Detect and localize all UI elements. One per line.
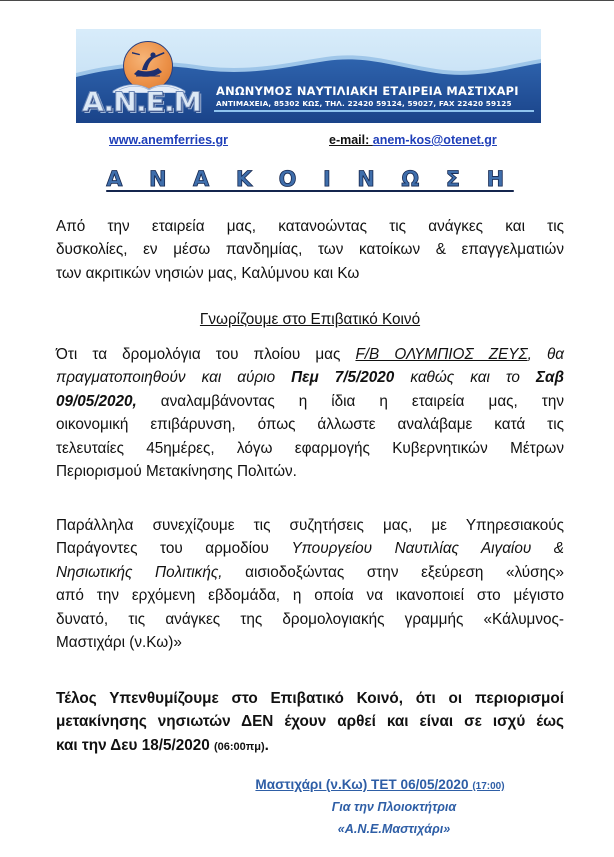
intro-line: των ακριτικών νησιών μας, Καλύμνου και Κω [56, 264, 360, 282]
email-line [329, 133, 497, 147]
ship-name: F/B ΟΛΥΜΠΙΟΣ ΖΕΥΣ [355, 346, 528, 363]
announcement-title: Α Ν Α Κ Ο Ι Ν Ω Σ Η [106, 167, 514, 191]
final-line: Τέλος Υπενθυμίζουμε στο Επιβατικό Κοινό, ότι οι περιορισμοί [56, 690, 564, 707]
routes-paragraph [56, 343, 564, 483]
talks-line: δυνατό, τις ανάγκες της δρομολογιακής γραμμής «Κάλυμνος- [56, 610, 564, 628]
routes-text: , θα [527, 346, 564, 363]
routes-text: Ότι τα δρομολόγια του πλοίου μας [56, 346, 356, 363]
signature-company: «Α.Ν.Ε.Μαστιχάρι» [337, 822, 451, 836]
final-text: και την Δευ 18/5/2020 [56, 736, 214, 754]
page-top-border [0, 0, 614, 1]
company-underline-divider [214, 110, 534, 112]
company-address: ΑΝΤΙΜΑΧΕΙΑ, 85302 ΚΩΣ, ΤΗΛ. 22420 59124, 59027, FAX 22420 59125 [216, 99, 512, 108]
routes-text: αναλαμβάνοντας η ίδια η εταιρεία μας, την [136, 392, 564, 410]
routes-text: καθώς και το [394, 369, 536, 387]
ministry-name: Νησιωτικής Πολιτικής, [56, 563, 223, 581]
talks-text: αισιοδοξώντας στην εξεύρεση «λύσης» [222, 563, 564, 581]
section-heading [56, 308, 564, 331]
routes-text: πραγματοποιηθούν και αύριο [56, 369, 292, 387]
final-text: . [264, 736, 269, 754]
signature-role: Για την Πλοιοκτήτρια [331, 800, 457, 814]
intro-paragraph [56, 215, 564, 285]
intro-line: δυσκολίες, εν μέσω πανδημίας, των κατοίκων & επαγγελματιών [56, 241, 564, 259]
email-link[interactable]: anem-kos@otenet.gr [372, 133, 497, 147]
talks-line [56, 561, 564, 584]
ministry-name: Υπουργείου Ναυτιλίας Αιγαίου & [291, 540, 564, 558]
routes-line [56, 343, 564, 366]
routes-line: τελευταίες 45ημέρες, λόγω εφαρμογής Κυβερνητικών Μέτρων [56, 439, 564, 457]
intro-line: Από την εταιρεία μας, κατανοώντας τις ανάγκες και τις [56, 218, 564, 235]
final-paragraph [56, 687, 564, 759]
final-time: (06:00πμ) [214, 740, 265, 753]
company-name: ΑΝΩΝΥΜΟΣ ΝΑΥΤΙΛΙΑΚΗ ΕΤΑΙΡΕΙΑ ΜΑΣΤΙΧΑΡΙ [216, 84, 519, 98]
talks-line: Παράλληλα συνεχίζουμε τις συζητήσεις μας, με Υπηρεσιακούς [56, 517, 564, 534]
signature-place-date [220, 777, 540, 792]
date-saturday: 09/05/2020, [56, 392, 137, 410]
routes-line [56, 390, 564, 413]
routes-line [56, 366, 564, 389]
date-thursday: Πεμ 7/5/2020 [291, 369, 395, 387]
talks-text: Παράγοντες του αρμοδίου [56, 540, 292, 558]
final-line [56, 734, 564, 759]
date-saturday-day: Σαβ [535, 369, 564, 387]
email-label: e-mail: [329, 133, 373, 147]
company-banner [76, 29, 541, 123]
routes-line: Περιορισμού Μετακίνησης Πολιτών. [56, 463, 297, 481]
section-heading-text: Γνωρίζουμε στο Επιβατικό Κοινό [199, 311, 421, 328]
talks-paragraph [56, 514, 564, 654]
talks-line: από την ερχόμενη εβδομάδα, η οποία να ικανοποιεί στο μέγιστο [56, 587, 564, 605]
talks-line [56, 537, 564, 560]
final-line: μετακίνησης νησιωτών ΔΕΝ έχουν αρθεί και είναι σε ισχύ έως [56, 713, 564, 731]
website-link[interactable]: www.anemferries.gr [109, 133, 229, 147]
talks-line: Μαστιχάρι (ν.Κω)» [56, 634, 182, 652]
routes-line: οικονομική επιβάρυνση, όπως άλλωστε αναλάβαμε κατά τις [56, 416, 564, 434]
signature-time: (17:00) [472, 781, 505, 792]
logo-anem-letters: A.N.E.M [82, 87, 201, 118]
signature-date: Μαστιχάρι (ν.Κω) ΤΕΤ 06/05/2020 [255, 777, 473, 792]
